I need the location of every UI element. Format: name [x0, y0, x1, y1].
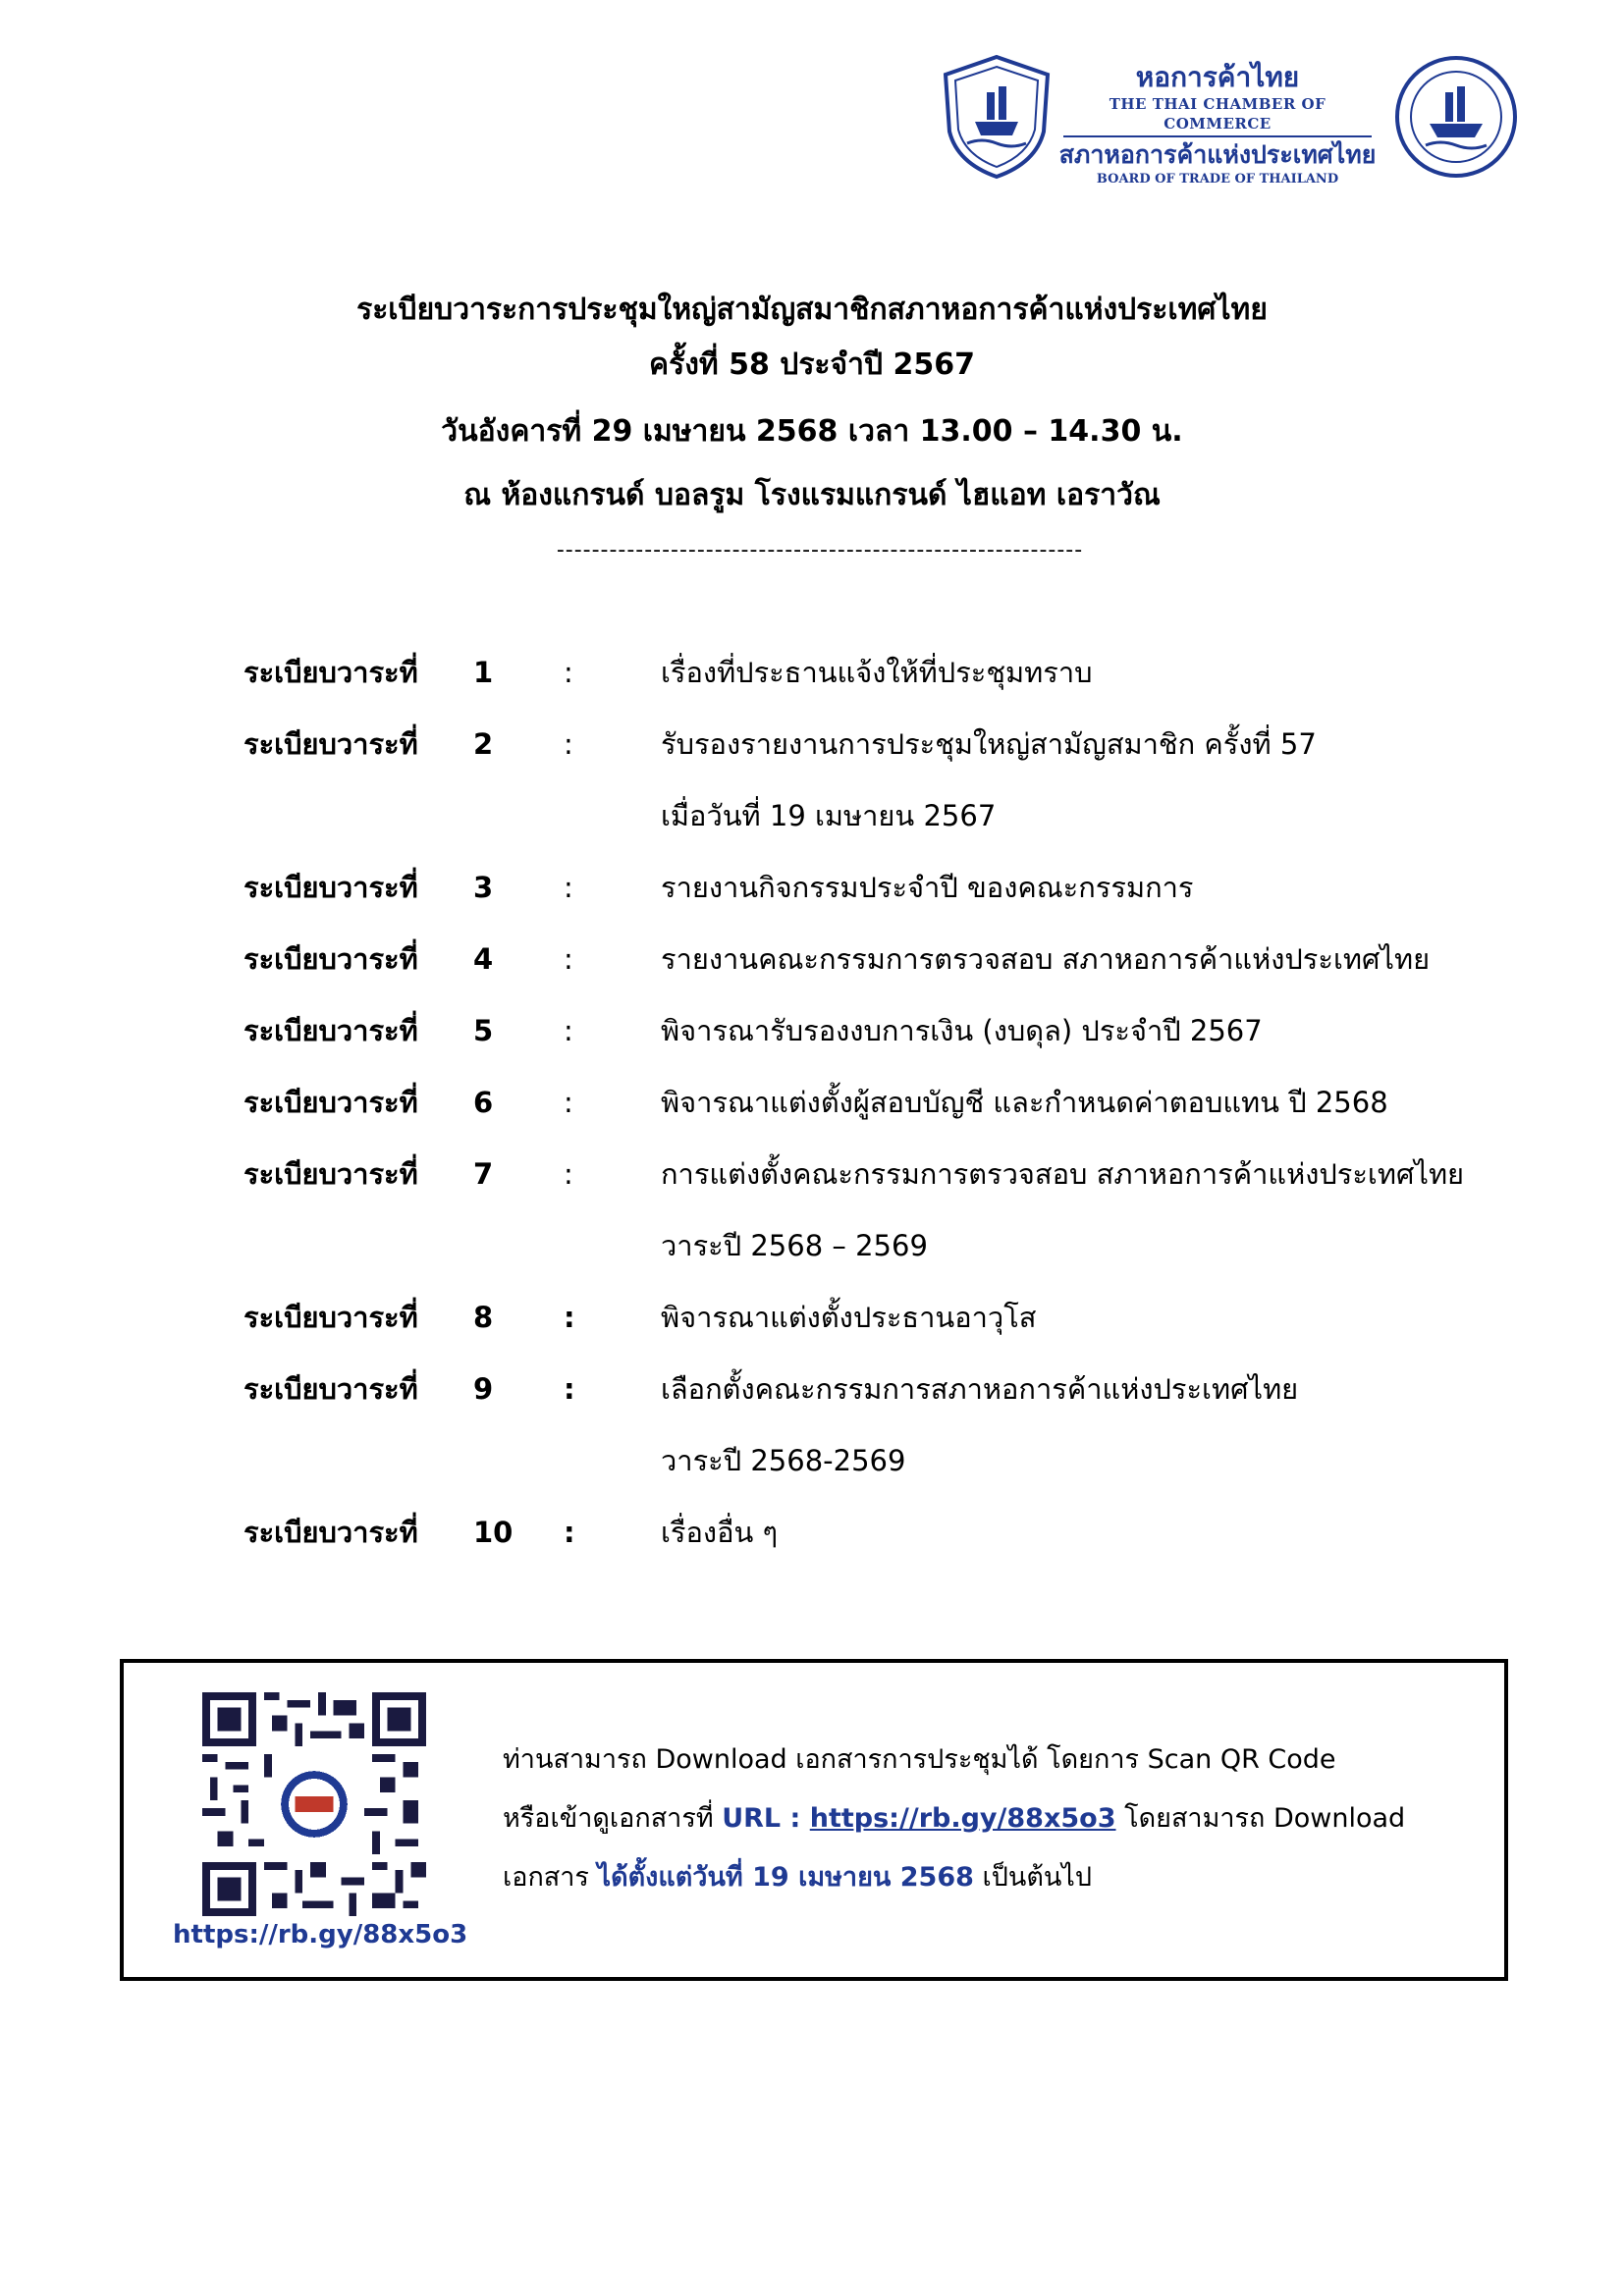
agenda-colon: :	[564, 871, 573, 904]
notice-line3-suffix: เป็นต้นไป	[973, 1862, 1093, 1893]
agenda-text: พิจารณาแต่งตั้งผู้สอบบัญชี และกำหนดค่าตอบแทน ปี 2568	[661, 1086, 1388, 1119]
agenda-item-continuation	[0, 796, 1624, 835]
agenda-text-continuation: วาระปี 2568 – 2569	[661, 1229, 928, 1262]
title-separator: ------------------------------------------------------------	[556, 538, 1084, 562]
agenda-colon: :	[564, 1086, 573, 1119]
org-name-en: THE THAI CHAMBER OF COMMERCE	[1109, 95, 1326, 133]
agenda-colon: :	[564, 727, 573, 761]
agenda-text: รายงานคณะกรรมการตรวจสอบ สภาหอการค้าแห่งประเทศไทย	[661, 942, 1431, 976]
agenda-text: รับรองรายงานการประชุมใหญ่สามัญสมาชิก ครั้งที่ 57	[661, 727, 1317, 761]
agenda-item	[0, 1154, 1624, 1194]
agenda-item	[0, 1083, 1624, 1122]
thai-chamber-seal-left	[938, 53, 1056, 181]
agenda-colon: :	[564, 1301, 575, 1334]
document-url-link[interactable]: https://rb.gy/88x5o3	[809, 1803, 1116, 1834]
agenda-label: ระเบียบวาระที่	[244, 727, 418, 761]
agenda-colon: :	[564, 1516, 575, 1549]
agenda-label: ระเบียบวาระที่	[244, 1014, 418, 1047]
agenda-item	[0, 1011, 1624, 1050]
agenda-text: พิจารณาแต่งตั้งประธานอาวุโส	[661, 1301, 1037, 1334]
agenda-colon: :	[564, 942, 573, 976]
agenda-colon: :	[564, 1014, 573, 1047]
agenda-number: 4	[473, 942, 494, 976]
agenda-number: 9	[473, 1372, 494, 1406]
agenda-number: 8	[473, 1301, 494, 1334]
notice-line2	[503, 1800, 1405, 1838]
agenda-colon: :	[564, 656, 573, 689]
board-name-en: BOARD OF TRADE OF THAILAND	[1096, 172, 1339, 187]
agenda-text-continuation: วาระปี 2568-2569	[661, 1444, 906, 1477]
organization-logo-text	[1056, 61, 1380, 188]
agenda-number: 6	[473, 1086, 494, 1119]
notice-line3-prefix: เอกสาร	[503, 1862, 598, 1893]
agenda-number: 1	[473, 656, 494, 689]
agenda-label: ระเบียบวาระที่	[244, 1086, 418, 1119]
agenda-text: การแต่งตั้งคณะกรรมการตรวจสอบ สภาหอการค้าแห่งประเทศไทย	[661, 1157, 1465, 1191]
board-name-th: สภาหอการค้าแห่งประเทศไทย	[1058, 140, 1377, 169]
agenda-number: 10	[473, 1516, 514, 1549]
agenda-item-continuation	[0, 1226, 1624, 1265]
document-title-line3: วันอังคารที่ 29 เมษายน 2568 เวลา 13.00 – 14.30 น.	[441, 414, 1183, 449]
agenda-item	[0, 939, 1624, 979]
agenda-label: ระเบียบวาระที่	[244, 1516, 418, 1549]
org-name-th: หอการค้าไทย	[1135, 61, 1300, 93]
agenda-label: ระเบียบวาระที่	[244, 871, 418, 904]
agenda-label: ระเบียบวาระที่	[244, 1372, 418, 1406]
agenda-text: เรื่องที่ประธานแจ้งให้ที่ประชุมทราบ	[661, 656, 1093, 689]
agenda-text: รายงานกิจกรรมประจำปี ของคณะกรรมการ	[661, 871, 1194, 904]
document-title-line4: ณ ห้องแกรนด์ บอลรูม โรงแรมแกรนด์ ไฮแอท เอราวัณ	[463, 478, 1161, 512]
agenda-number: 2	[473, 727, 494, 761]
document-title-line1: ระเบียบวาระการประชุมใหญ่สามัญสมาชิกสภาหอการค้าแห่งประเทศไทย	[356, 293, 1268, 327]
document-title-line2: ครั้งที่ 58 ประจำปี 2567	[649, 347, 975, 382]
url-label: URL :	[722, 1803, 810, 1834]
agenda-text: เรื่องอื่น ๆ	[661, 1516, 779, 1549]
agenda-number: 3	[473, 871, 494, 904]
qr-code-icon[interactable]	[202, 1692, 426, 1916]
logo-divider	[1063, 135, 1372, 137]
notice-line2-suffix: โดยสามารถ Download	[1115, 1803, 1406, 1834]
agenda-item	[0, 653, 1624, 692]
agenda-label: ระเบียบวาระที่	[244, 1301, 418, 1334]
agenda-label: ระเบียบวาระที่	[244, 1157, 418, 1191]
agenda-item	[0, 868, 1624, 907]
agenda-number: 5	[473, 1014, 494, 1047]
agenda-number: 7	[473, 1157, 494, 1191]
notice-line2-prefix: หรือเข้าดูเอกสารที่	[503, 1803, 723, 1834]
agenda-text: พิจารณารับรองงบการเงิน (งบดุล) ประจำปี 2567	[661, 1014, 1263, 1047]
agenda-label: ระเบียบวาระที่	[244, 942, 418, 976]
agenda-item	[0, 1513, 1624, 1552]
agenda-item	[0, 1369, 1624, 1409]
notice-line3	[503, 1859, 1092, 1896]
download-notice-box	[120, 1659, 1508, 1981]
agenda-text-continuation: เมื่อวันที่ 19 เมษายน 2567	[661, 799, 997, 832]
agenda-label: ระเบียบวาระที่	[244, 656, 418, 689]
agenda-item	[0, 1298, 1624, 1337]
agenda-text: เลือกตั้งคณะกรรมการสภาหอการค้าแห่งประเทศไทย	[661, 1372, 1299, 1406]
notice-line1: ท่านสามารถ Download เอกสารการประชุมได้ โดยการ Scan QR Code	[503, 1744, 1336, 1775]
agenda-colon: :	[564, 1157, 573, 1191]
agenda-item-continuation	[0, 1441, 1624, 1480]
agenda-item	[0, 724, 1624, 764]
qr-code-url[interactable]: https://rb.gy/88x5o3	[173, 1920, 468, 1949]
board-of-trade-seal-right	[1394, 55, 1518, 179]
availability-date: ได้ตั้งแต่วันที่ 19 เมษายน 2568	[597, 1862, 974, 1893]
agenda-colon: :	[564, 1372, 575, 1406]
